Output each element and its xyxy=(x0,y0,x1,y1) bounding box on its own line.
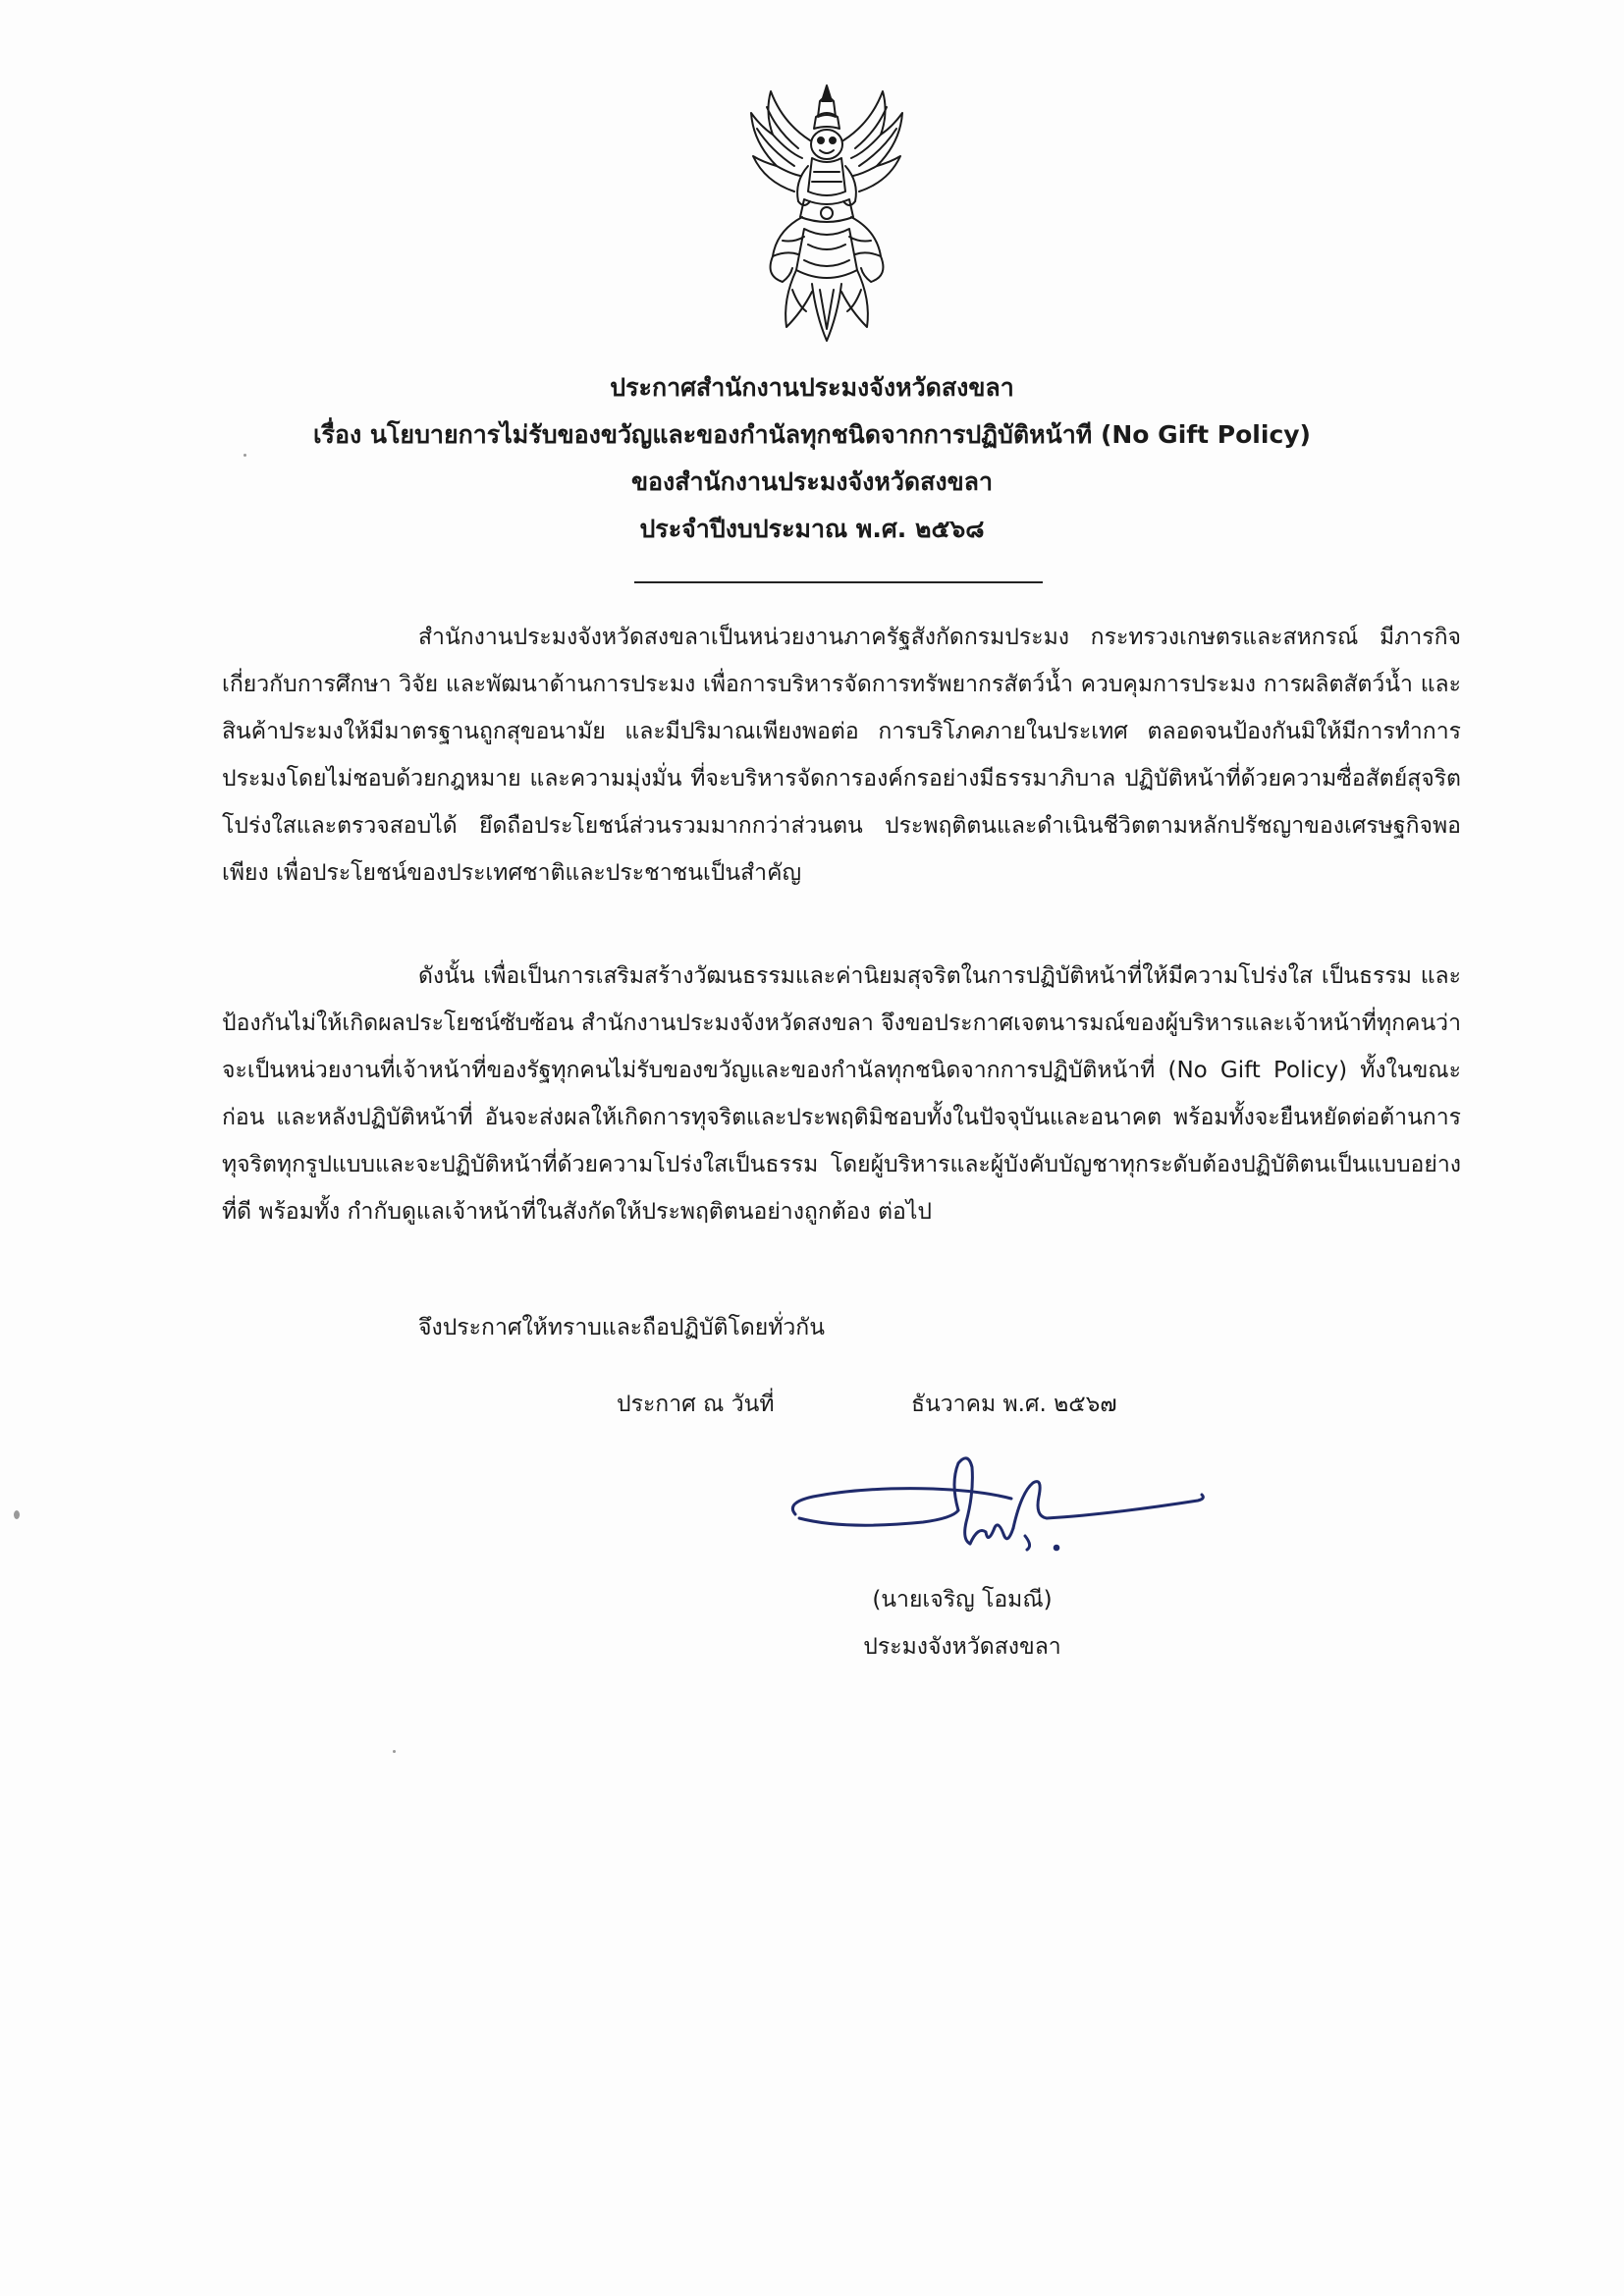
scan-speck xyxy=(244,454,246,457)
scan-speck xyxy=(14,1510,20,1519)
signer-name: (นายเจริญ โอมณี) xyxy=(872,1587,1053,1613)
handwritten-signature-icon xyxy=(785,1453,1208,1561)
announcement-subject: เรื่อง นโยบายการไม่รับของขวัญและของกำนัลทุกชนิดจากการปฏิบัติหน้าที (No Gift Policy) xyxy=(313,420,1311,449)
announcement-office: ของสำนักงานประมงจังหวัดสงขลา xyxy=(630,467,994,496)
signer-position: ประมงจังหวัดสงขลา xyxy=(863,1634,1061,1660)
announcement-fiscal-year: ประจำปีงบประมาณ พ.ศ. ๒๕๖๘ xyxy=(639,515,985,543)
announcement-title: ประกาศสำนักงานประมงจังหวัดสงขลา xyxy=(610,373,1014,402)
body-paragraph-3: จึงประกาศให้ทราบและถือปฏิบัติโดยทั่วกัน xyxy=(418,1315,825,1340)
date-prefix: ประกาศ ณ วันที่ xyxy=(617,1392,775,1417)
body-paragraph-1: สำนักงานประมงจังหวัดสงขลาเป็นหน่วยงานภาครัฐสังกัดกรมประมง กระทรวงเกษตรและสหกรณ์ มีภารกิจเกี่ยวกับการศึกษา วิจัย และพัฒนาด้านการประมง เพื่อการบริหารจัดการทรัพยากรสัตว์น้ำ ควบคุมการประมง การผลิตสัตว์น้ำ และสินค้าประมงให้มีมาตรฐานถูกสุขอนามัย และมีปริมาณเพียงพอต่อ การบริโภคภายในประเทศ ตลอดจนป้องกันมิให้มีการทำการประมงโดยไม่ชอบด้วยกฎหมาย และความมุ่งมั่น ที่จะบริหารจัดการองค์กรอย่างมีธรรมาภิบาล ปฏิบัติหน้าที่ด้วยความซื่อสัตย์สุจริต โปร่งใสและตรวจสอบได้ ยึดถือประโยชน์ส่วนรวมมากกว่าส่วนตน ประพฤติตนและดำเนินชีวิตตามหลักปรัชญาของเศรษฐกิจพอเพียง เพื่อประโยชน์ของประเทศชาติและประชาชนเป็นสำคัญ xyxy=(222,625,1461,886)
date-value: ธันวาคม พ.ศ. ๒๕๖๗ xyxy=(911,1392,1117,1417)
garuda-emblem-icon xyxy=(743,83,910,344)
body-paragraph-2: ดังนั้น เพื่อเป็นการเสริมสร้างวัฒนธรรมและค่านิยมสุจริตในการปฏิบัติหน้าที่ให้มีความโปร่งใส เป็นธรรม และป้องกันไม่ให้เกิดผลประโยชน์ซับซ้อน สำนักงานประมงจังหวัดสงขลา จึงขอประกาศเจตนารมณ์ของผู้บริหารและเจ้าหน้าที่ทุกคนว่า จะเป็นหน่วยงานที่เจ้าหน้าที่ของรัฐทุกคนไม่รับของขวัญและของกำนัลทุกชนิดจากการปฏิบัติหน้าที่ (No Gift Policy) ทั้งในขณะ ก่อน และหลังปฏิบัติหน้าที่ อันจะส่งผลให้เกิดการทุจริตและประพฤติมิชอบทั้งในปัจจุบันและอนาคต พร้อมทั้งจะยืนหยัดต่อต้านการทุจริตทุกรูปแบบและจะปฏิบัติหน้าที่ด้วยความโปร่งใสเป็นธรรม โดยผู้บริหารและผู้บังคับบัญชาทุกระดับต้องปฏิบัติตนเป็นแบบอย่างที่ดี พร้อมทั้ง กำกับดูแลเจ้าหน้าที่ในสังกัดให้ประพฤติตนอย่างถูกต้อง ต่อไป xyxy=(222,963,1461,1225)
title-divider xyxy=(634,581,1043,583)
scan-speck xyxy=(393,1750,396,1753)
